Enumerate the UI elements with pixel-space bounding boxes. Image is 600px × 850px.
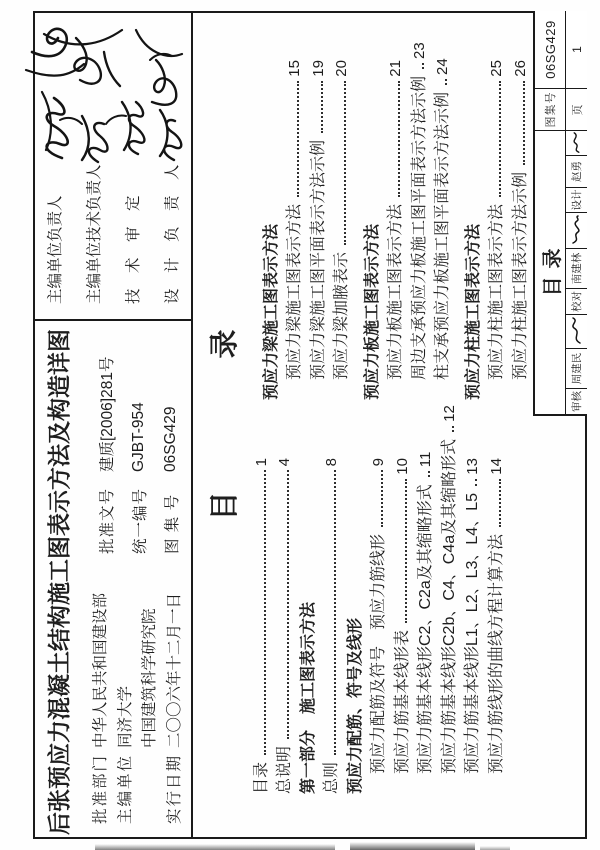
header-vertical-divider [35, 319, 191, 321]
toc-entry [388, 458, 412, 794]
toc-entry [257, 60, 281, 400]
toc-entry-title: 目录 [252, 761, 270, 794]
approval-row [112, 593, 137, 824]
toc-entry-title: 预应力柱施工图表示方法 [488, 203, 505, 380]
toc-entry-title: 预应力配筋及符号 预应力筋线形 [370, 533, 387, 774]
approver-role: 校对 [566, 288, 587, 314]
approver-role: 审核 [566, 388, 587, 414]
toc-page-number: 15 [286, 60, 303, 77]
toc-entry [247, 458, 271, 794]
signoff-label: 主编单位技术负责人 [86, 164, 104, 304]
field-label: 实行日期 [166, 753, 184, 824]
handwritten-signatures [18, 5, 198, 220]
toc-entry-title: 预应力梁施工图表示方法 [286, 203, 303, 380]
toc-entry-title: 预应力梁加腋表示 [333, 251, 350, 380]
toc-entry [459, 60, 483, 400]
toc-entry [412, 451, 436, 794]
field-label: 统一编号 [131, 487, 149, 554]
toc-page-number: 4 [276, 458, 293, 467]
toc-entry-title: 预应力板施工图表示方法 [363, 223, 381, 400]
approver-signature [566, 131, 587, 155]
dot-leader [344, 81, 346, 245]
approver-role: 设计 [566, 187, 587, 212]
toc-entry-title: 预应力梁施工图平面表示方法示例 [309, 139, 327, 380]
dot-leader [381, 470, 383, 527]
dot-leader [422, 63, 424, 69]
signoff-label: 技 术 审 定 [124, 195, 142, 304]
dot-leader [264, 470, 266, 755]
toc-entry [429, 60, 453, 400]
toc-page-number: 10 [393, 458, 411, 475]
toc-entry-title: 预应力筋线形的曲线方程计算方法 [487, 533, 505, 774]
signoff-label: 主编单位负责人 [47, 195, 65, 304]
toc-entry-title: 预应力筋基本线形表 [393, 629, 411, 774]
dot-leader [287, 470, 289, 739]
toc-entry [318, 458, 342, 794]
toc-entry [482, 458, 506, 794]
toc-entry-title: 预应力梁施工图表示方法 [262, 223, 280, 400]
field-label: 主编单位 [116, 753, 134, 824]
title-block [533, 11, 587, 416]
toc-entry-title: 预应力配筋、符号及线形 [346, 617, 364, 794]
toc-page-number: 20 [333, 60, 350, 77]
toc-page-number: 13 [464, 458, 481, 475]
scan-edge-artifact [350, 842, 475, 850]
toc-entry [271, 458, 295, 794]
signoff-label: 设 计 负 责 人 [163, 164, 181, 304]
field-value: 同济大学 [116, 685, 134, 748]
toc-entry-title: 周边支承预应力板施工图平面表示方法示例 [410, 75, 428, 380]
toc-entry-title: 预应力柱施工图表示方法示例 [511, 171, 529, 380]
dot-leader [297, 81, 299, 197]
toc-entry [358, 60, 382, 400]
toc-page-number: 23 [410, 42, 428, 59]
field-value: 中华人民共和国建设部 [92, 592, 110, 748]
dot-leader [452, 426, 454, 432]
number-row [123, 357, 156, 554]
toc-page-number: 24 [434, 58, 451, 75]
approver-signature [566, 212, 587, 248]
toc-entry [365, 458, 389, 794]
approver-name: 赵勇 [566, 155, 587, 187]
toc-page-number: 26 [511, 60, 529, 77]
toc-entry-title: 预应力筋基本线形C2b、C4、C4a及其缩略形式 [440, 438, 458, 774]
atlas-title: 后张预应力混凝土结构施工图表示方法及构造详图 [46, 329, 72, 835]
field-value: 中国建筑科学研究院 [141, 608, 159, 748]
toc-page-number: 11 [417, 451, 434, 468]
field-label: 批准文号 [99, 487, 117, 554]
toc-entry-title: 第一部分 施工图表示方法 [299, 601, 317, 794]
page-label: 页 [565, 89, 587, 131]
field-value: 建质[2006]281号 [99, 356, 117, 472]
toc-entry [405, 42, 429, 400]
dot-leader [523, 81, 525, 165]
toc-page-number: 19 [309, 60, 327, 77]
field-value: 06SG429 [162, 406, 180, 472]
signature-scribble-icon [569, 317, 584, 347]
toc-page-number: 25 [488, 60, 505, 77]
toc-entry [506, 60, 530, 400]
field-label: 图 集 号 [164, 493, 182, 554]
scan-edge-artifact [480, 846, 510, 850]
toc-entry-title: 预应力筋基本线形C2、C2a及其缩略形式 [417, 484, 434, 774]
approver-name: 南建林 [566, 248, 587, 288]
sheet-title-cell: 目录 [541, 240, 564, 297]
toc-entry [483, 60, 507, 400]
signature-scribble-icon [569, 215, 584, 247]
dot-leader [334, 470, 336, 755]
page-number: 1 [565, 11, 587, 89]
toc-entry-title: 总则 [323, 761, 340, 794]
toc-page-number: 1 [252, 458, 270, 467]
toc-entry [341, 458, 365, 794]
toc-column-1 [247, 405, 506, 794]
approver-signature [566, 314, 587, 348]
approval-info-block [87, 593, 185, 824]
dot-leader [428, 471, 430, 477]
dot-leader [475, 479, 477, 486]
dot-leader [499, 81, 501, 197]
toc-entry [459, 458, 483, 794]
number-row [90, 357, 123, 554]
toc-page-number: 8 [323, 458, 340, 467]
toc-page-number: 12 [440, 405, 458, 422]
toc-entry [281, 60, 305, 400]
toc-entry-title: 预应力筋基本线形L1、L2、L3、L4、L5 [464, 493, 481, 774]
field-label: 批准部门 [92, 753, 110, 824]
atlas-number-label: 图集号 [535, 89, 565, 131]
toc-entry [294, 458, 318, 794]
dot-leader [398, 81, 400, 197]
document-number-block [90, 357, 188, 554]
approver-row [565, 131, 587, 414]
toc-entry [382, 60, 406, 400]
toc-column-2 [257, 42, 530, 400]
field-value: GJBT-954 [129, 402, 147, 472]
dot-leader [321, 81, 323, 133]
number-row [155, 357, 188, 554]
approval-row [87, 593, 112, 824]
toc-entry [304, 60, 328, 400]
toc-page-number: 21 [387, 60, 404, 77]
scan-edge-artifact [95, 844, 335, 850]
toc-page-number: 9 [370, 458, 387, 467]
toc-entry-title: 总说明 [276, 745, 293, 794]
toc-page-number: 14 [487, 458, 505, 475]
approval-row [161, 593, 186, 824]
approver-name: 周建民 [566, 348, 587, 388]
field-value: 二〇〇六年十二月一日 [166, 592, 184, 748]
toc-heading: 目 录 [209, 277, 241, 521]
toc-entry-title: 预应力柱施工图表示方法 [464, 223, 482, 400]
toc-entry-title: 柱支承预应力板施工图平面表示方法示例 [434, 91, 451, 380]
dot-leader [445, 79, 447, 85]
signature-scribble-icon [569, 131, 584, 155]
toc-entry-title: 预应力板施工图表示方法 [387, 203, 404, 380]
dot-leader [499, 479, 501, 527]
approval-row [136, 593, 161, 824]
toc-entry [328, 60, 352, 400]
toc-entry [435, 405, 459, 794]
atlas-number-value: 06SG429 [535, 11, 565, 89]
dot-leader [405, 479, 407, 623]
